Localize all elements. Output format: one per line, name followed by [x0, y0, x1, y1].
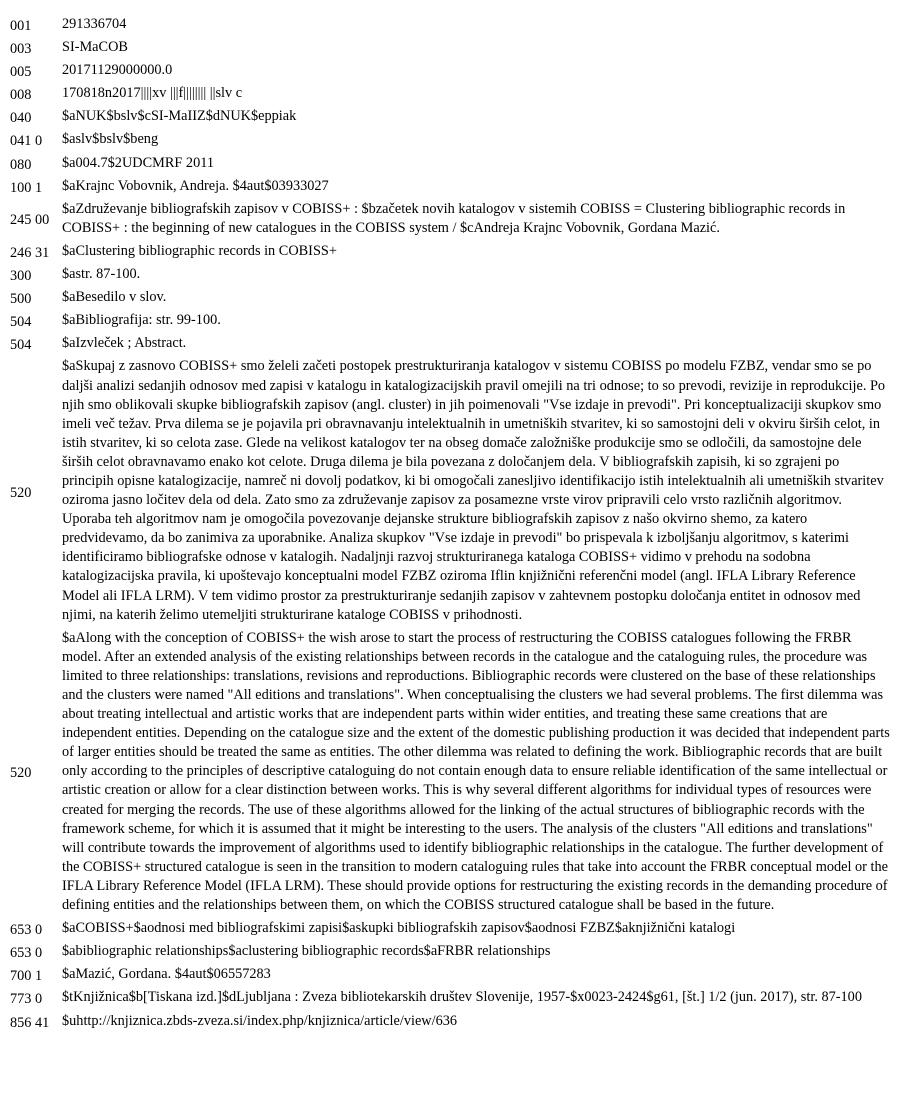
- marc-field-row: [10, 265, 894, 288]
- marc-field-row: [10, 154, 894, 177]
- field-tag: 008: [10, 87, 32, 104]
- field-content: $abibliographic relationships$aclustering bibliographic records$aFRBR relationships: [62, 943, 551, 960]
- marc-record-body: [10, 15, 894, 1035]
- field-tag: 856 41: [10, 1014, 50, 1031]
- field-content: $aNUK$bslv$cSI-MaIIZ$dNUK$eppiak: [62, 108, 297, 125]
- field-content: 170818n2017||||xv |||f|||||||| ||slv c: [62, 85, 243, 102]
- marc-field-row: [10, 107, 894, 130]
- field-tag: 100 1: [10, 179, 43, 196]
- field-tag: 773 0: [10, 991, 43, 1008]
- marc-field-row: [10, 38, 894, 61]
- field-content: $aKrajnc Vobovnik, Andreja. $4aut$03933027: [62, 177, 329, 194]
- field-tag: 500: [10, 291, 32, 308]
- field-tag: 700 1: [10, 968, 43, 985]
- field-content: $aAlong with the conception of COBISS+ the wish arose to start the process of restructuring the COBISS catalogues following the FRBR model. After an extended analysis of the existing relationships between records in the catalogue and the cataloguing rules, the procedure was limited to three relationships: translations, revisions and reproductions. Bibliographic records were clustered on the base of these relationships and the clusters were named "All editions and translations". When conceptualising the clusters we had several problems. The first dilemma was about treating intellectual and artistic works that are independent parts within wider entities, and treating these same creations that are independent entities. Depending on the catalogue size and the extent of the domestic publishing production it was decided that independent parts of larger entities should be treated the same as entities. The other dilemma was related to defining the work. Bibliographic records that are built only according to the principles of descriptive cataloguing do not contain enough data to ensure reliable identification of the same intellectual or artistic creation or allow for a clear distinction between works. This is why several different algorithms for individual types of resources were created for merging the records. The use of these algorithms allowed for the linking of the actual structures of bibliographic records with the framework scheme, for which it is assumed that it might be interesting to the users. The analysis of the clusters "All editions and translations" will contribute towards the improvement of algorithms used to identify bibliographic relationships in the catalogue. The further development of the COBISS+ structured catalogue is seen in the transition to modern cataloguing rules that take into account the FRBR conceptual model or the IFLA Library Reference Model (IFLA LRM). These should provide options for restructuring the existing records in the demanding procedure of defining entities and the relationships between them, on which the COBISS structured catalogue shall be based in the future.: [62, 629, 890, 914]
- field-content: $aslv$bslv$beng: [62, 131, 159, 148]
- field-tag: 520: [10, 484, 32, 501]
- field-tag: 520: [10, 765, 32, 782]
- marc-field-row: [10, 15, 894, 38]
- field-content: $aZdruževanje bibliografskih zapisov v COBISS+ : $bzačetek novih katalogov v sistemih COBISS = Clustering bibliographic records in COBISS+ : the beginning of new catalogues in the COBISS system / $cAndreja Krajnc Vobovnik, Gordana Mazić.: [62, 200, 846, 236]
- field-content: $uhttp://knjiznica.zbds-zveza.si/index.php/knjiznica/article/view/636: [62, 1012, 458, 1029]
- marc-field-row: [10, 942, 894, 965]
- marc-field-row: [10, 334, 894, 357]
- marc-field-row: [10, 177, 894, 200]
- field-content: $aBibliografija: str. 99-100.: [62, 312, 221, 329]
- marc-record-table: [10, 15, 894, 1035]
- marc-field-row: [10, 84, 894, 107]
- field-content: $aCOBISS+$aodnosi med bibliografskimi zapisi$askupki bibliografskih zapisov$aodnosi FZBZ$aknjižnični katalogi: [62, 920, 736, 937]
- field-tag: 504: [10, 314, 32, 331]
- marc-field-row: [10, 1012, 894, 1035]
- marc-field-row: [10, 629, 894, 919]
- marc-field-row: [10, 357, 894, 628]
- field-tag: 041 0: [10, 133, 43, 150]
- marc-field-row: [10, 288, 894, 311]
- marc-field-row: [10, 965, 894, 988]
- marc-field-row: [10, 988, 894, 1011]
- field-tag: 001: [10, 18, 32, 34]
- field-content: SI-MaCOB: [62, 39, 128, 56]
- marc-field-row: [10, 61, 894, 84]
- marc-field-row: [10, 200, 894, 242]
- marc-field-row: [10, 919, 894, 942]
- marc-field-row: [10, 242, 894, 265]
- field-tag: 005: [10, 64, 32, 81]
- field-content: $aMazić, Gordana. $4aut$06557283: [62, 966, 271, 983]
- field-tag: 653 0: [10, 945, 43, 962]
- field-content: $tKnjižnica$b[Tiskana izd.]$dLjubljana : Zveza bibliotekarskih društev Slovenije, 1957-$x0023-2424$g61, [št.] 1/2 (jun. 2017), str. 87-100: [62, 989, 862, 1006]
- field-content: 291336704: [62, 16, 127, 32]
- field-content: $aIzvleček ; Abstract.: [62, 335, 187, 352]
- field-tag: 003: [10, 41, 32, 58]
- field-content: $aSkupaj z zasnovo COBISS+ smo želeli začeti postopek prestrukturiranja katalogov v sistemu COBISS po modelu FZBZ, vendar smo se po daljši analizi sedanjih odnosov med zapisi v katalogu in katalogizacijskih pravil omejili na tri odnose; to so prevodi, revizije in reprodukcije. Po njih smo oblikovali skupke bibliografskih zapisov (angl. cluster) in jih poimenovali "Vse izdaje in prevodi". Pri konceptualizaciji skupkov smo imeli več težav. Prva dilema se je pojavila pri obravnavanju intelektualnih in umetniških stvaritev, ki so samostojni deli v okviru širših celot, in istih stvaritev, ki so celota zase. Glede na velikost katalogov ter na obseg domače založniške produkcije smo se odločili, da samostojne dele širših celot obravnavamo enako kot celote. Druga dilema je bila povezana z določanjem dela. V bibliografskih zapisih, ki so zgrajeni po principih opisne katalogizacije, namreč ni dovolj podatkov, ki bi omogočali zanesljivo identifikacijo istih intelektualnih ali umetniških stvaritev oziroma jasno ločitev dela od dela. Zato smo za združevanje zapisov za posamezne vrste virov pripravili celo vrsto različnih algoritmov. Uporaba teh algoritmov nam je omogočila povezovanje dejanske strukture bibliografskih zapisov z našo okvirno shemo, za katero predvidevamo, da bo zanimiva za uporabnike. Analiza skupkov "Vse izdaje in prevodi" bo prispevala k izboljšanju algoritmov, s katerimi identificiramo bibliografske odnose v katalogih. Nadaljnji razvoj strukturiranega kataloga COBISS+ vidimo v prehodu na sodobna katalogizacijska pravila, ki upoštevajo konceptualni model FZBZ oziroma Iflin knjižnični referenčni model (angl. IFLA Library Reference Model ali IFLA LRM). V tem vidimo prostor za prestrukturiranje sedanjih zapisov v zahtevnem postopku določanja entitet in odnosov med njimi, na katerih želimo utemeljiti strukturirane kataloge COBISS v prihodnosti.: [62, 358, 886, 623]
- field-content: $astr. 87-100.: [62, 266, 141, 283]
- marc-field-row: [10, 311, 894, 334]
- field-content: $aClustering bibliographic records in COBISS+: [62, 242, 337, 259]
- field-tag: 504: [10, 337, 32, 354]
- field-tag: 653 0: [10, 922, 43, 939]
- field-content: $a004.7$2UDCMRF 2011: [62, 154, 214, 171]
- field-tag: 246 31: [10, 244, 50, 261]
- field-tag: 040: [10, 110, 32, 127]
- field-tag: 300: [10, 268, 32, 285]
- field-content: $aBesedilo v slov.: [62, 289, 167, 306]
- marc-field-row: [10, 130, 894, 153]
- field-content: 20171129000000.0: [62, 62, 173, 79]
- field-tag: 080: [10, 156, 32, 173]
- field-tag: 245 00: [10, 212, 50, 229]
